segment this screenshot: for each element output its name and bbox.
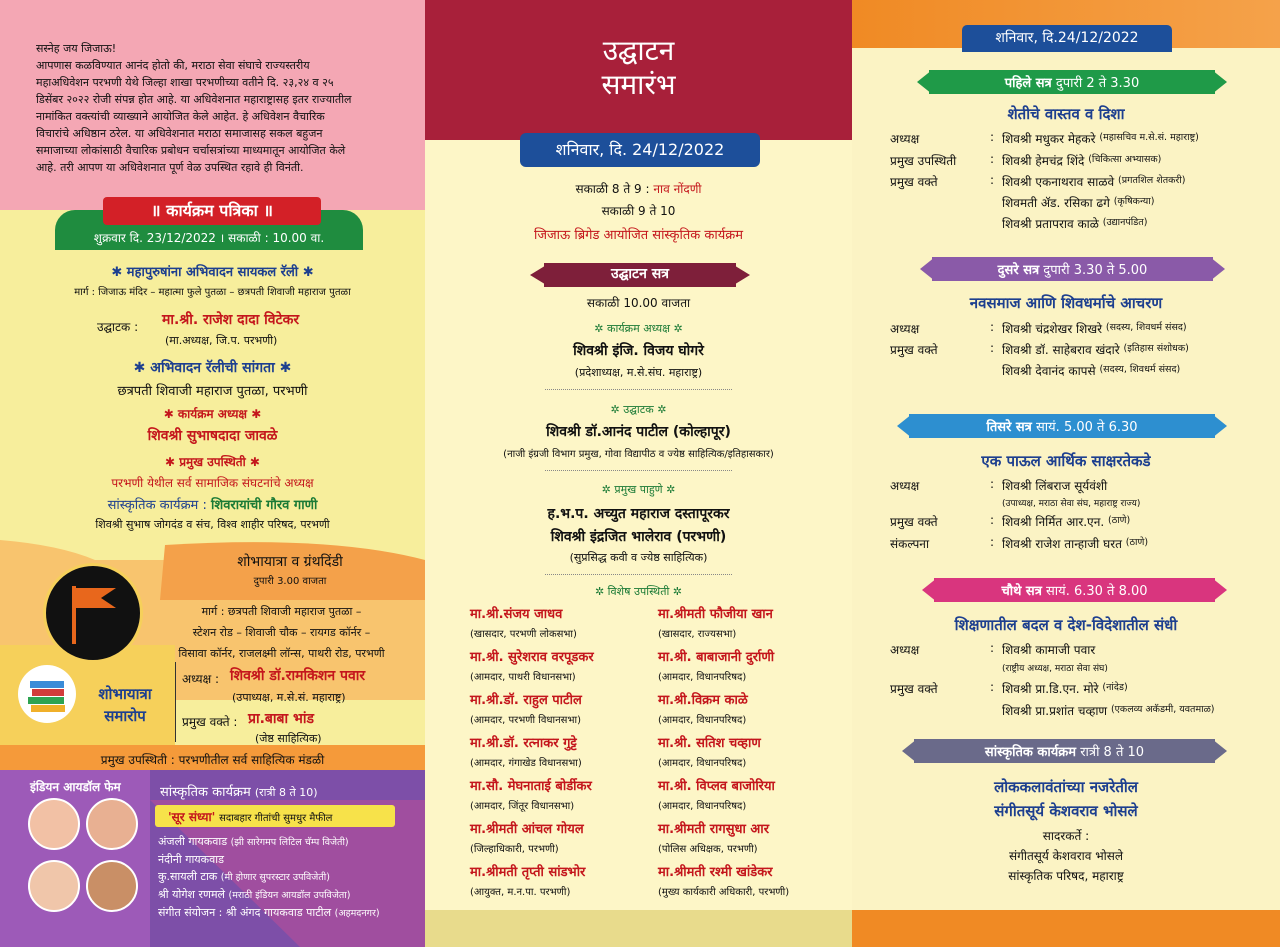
evening-label: सांस्कृतिक कार्यक्रम bbox=[160, 785, 251, 800]
singer-name: श्री योगेश रणमले bbox=[158, 888, 226, 901]
session-time: दुपारी 2 ते 3.30 bbox=[1055, 76, 1140, 91]
closing-divider bbox=[175, 662, 176, 742]
closing-title-line: शोभायात्रा bbox=[98, 685, 152, 703]
guest-name: मा.श्रीमती रागसुधा आर bbox=[658, 822, 770, 837]
sur-title: 'सूर संध्या' bbox=[168, 810, 216, 824]
chief-role: (सुप्रसिद्ध कवी व ज्येष्ठ साहित्यिक) bbox=[569, 551, 708, 564]
person-name: शिवश्री चंद्रशेखर शिखरे bbox=[1002, 322, 1103, 336]
morning-time: सकाळी 9 ते 10 bbox=[601, 204, 676, 218]
session4-topic: शिक्षणातील बदल व देश-विदेशातील संधी bbox=[954, 616, 1178, 634]
session4-president-role: (राष्ट्रीय अध्यक्ष, मराठा सेवा संघ) bbox=[1002, 664, 1108, 674]
flag-emblem bbox=[43, 563, 143, 663]
special-guest bbox=[470, 604, 577, 640]
guest-name: मा.श्रीमती आंचल गोयल bbox=[470, 822, 584, 837]
inaugurator-label: उद्घाटक : bbox=[97, 320, 139, 334]
person-role: (कृषिकन्या) bbox=[1113, 196, 1155, 207]
guest-name: मा.श्री.डॉ. रत्नाकर गुट्टे bbox=[470, 736, 577, 751]
person-role: (चिकित्सा अभ्यासक) bbox=[1088, 154, 1162, 165]
evening-line bbox=[160, 782, 318, 800]
special-guest bbox=[658, 604, 773, 640]
session1-guest bbox=[890, 152, 1161, 169]
person-role: (नांदेड) bbox=[1102, 682, 1128, 693]
guest-role: (आमदार, विधानपरिषद) bbox=[658, 672, 747, 683]
left-panel bbox=[0, 0, 425, 947]
special-guest bbox=[658, 690, 748, 726]
cultural-by: शिवश्री सुभाष जोगदंड व संच, विश्व शाहीर परिषद, परभणी bbox=[95, 518, 330, 531]
session4-speaker bbox=[1002, 702, 1215, 719]
special-title: ✲ विशेष उपस्थिती ✲ bbox=[594, 585, 683, 598]
main-title-line: उद्घाटन bbox=[602, 34, 675, 67]
person-name: शिवश्री मधुकर मेहकरे bbox=[1002, 132, 1096, 146]
person-role: (ठाणे) bbox=[1125, 537, 1149, 548]
singer-photo bbox=[86, 860, 138, 912]
row-colon: : bbox=[989, 641, 995, 655]
row-label: प्रमुख उपस्थिती bbox=[890, 154, 957, 168]
closing-chief-label: प्रमुख वक्ते : bbox=[182, 715, 238, 729]
guest-name: मा.श्री.डॉ. राहुल पाटील bbox=[470, 693, 582, 708]
singer-photo bbox=[28, 860, 80, 912]
guest-name: मा.श्रीमती तृप्ती सांडभोर bbox=[470, 865, 586, 880]
row-colon: : bbox=[989, 320, 995, 334]
session3-header bbox=[897, 417, 1227, 435]
session3-president bbox=[890, 477, 1107, 494]
closing-president-name: शिवश्री डॉ.रामकिशन पवार bbox=[230, 668, 366, 684]
presenter-label: सादरकर्ते : bbox=[1042, 829, 1090, 843]
singer-item bbox=[158, 851, 380, 868]
registration-text: नाव नोंदणी bbox=[653, 182, 702, 196]
cultural-line bbox=[0, 495, 425, 513]
registration-time: सकाळी 8 ते 9 : bbox=[575, 182, 650, 196]
person-name: शिवश्री देवानंद कापसे bbox=[1002, 364, 1096, 378]
row-label: अध्यक्ष bbox=[890, 322, 920, 336]
singer-name: अंजली गायकवाड bbox=[158, 835, 228, 848]
singer-photo bbox=[86, 798, 138, 850]
special-guest bbox=[658, 862, 789, 898]
session2-speaker bbox=[890, 341, 1189, 358]
letter-line: डिसेंबर २०२२ रोजी संपन्न होत आहे. या अधिवेशनात महाराष्ट्रासह इतर राज्यातील bbox=[36, 93, 352, 106]
sur-subtitle: सदाबहार गीतांची सुमधुर मैफील bbox=[219, 813, 333, 824]
guest-role: (खासदार, परभणी लोकसभा) bbox=[470, 629, 577, 640]
cultural-label: सांस्कृतिक कार्यक्रम : bbox=[107, 498, 207, 513]
row-colon: : bbox=[989, 680, 995, 694]
letter-line: महाअधिवेशन परभणी येथे जिल्हा शाखा परभणीच्या वतीने दि. २३,२४ व २५ bbox=[36, 76, 334, 89]
session4-speaker bbox=[890, 680, 1128, 697]
row-colon: : bbox=[989, 173, 995, 187]
closing-chief-name: प्रा.बाबा भांड bbox=[248, 711, 314, 727]
closing-president-role: (उपाध्यक्ष, म.से.सं. महाराष्ट्र) bbox=[232, 691, 346, 704]
guest-role: (मुख्य कार्यकारी अधिकारी, परभणी) bbox=[658, 887, 790, 898]
singer-list bbox=[158, 833, 380, 922]
registration-line bbox=[425, 180, 852, 197]
person-role: (इतिहास संशोधक) bbox=[1123, 343, 1189, 354]
row-label: प्रमुख वक्ते bbox=[890, 682, 938, 696]
row-label: अध्यक्ष bbox=[890, 132, 920, 146]
date-badge: शनिवार, दि.24/12/2022 bbox=[962, 25, 1172, 52]
person-role: (सदस्य, शिवधर्म संसद) bbox=[1099, 364, 1181, 375]
inaug-title: ✲ उद्घाटक ✲ bbox=[610, 403, 667, 416]
cultural-title: संगीतसूर्य केशवराव भोसले bbox=[994, 802, 1138, 820]
presenter-name: सांस्कृतिक परिषद, महाराष्ट्र bbox=[1008, 869, 1124, 883]
singer-item bbox=[158, 886, 380, 904]
special-guest bbox=[470, 647, 594, 683]
guest-role: (आमदार, पाथरी विधानसभा) bbox=[470, 672, 576, 683]
presenter-name: संगीतसूर्य केशवराव भोसले bbox=[1008, 849, 1124, 863]
rally-title: ✱ महापुरुषांना अभिवादन सायकल रॅली ✱ bbox=[111, 265, 314, 280]
letter-line: आहे. तरी आपण या अधिवेशनात पूर्ण वेळ उपस्थित रहावे ही विनंती. bbox=[36, 161, 304, 174]
person-role: (एकलव्य अकॅडमी, यवतमाळ) bbox=[1110, 704, 1215, 715]
session-time: सायं. 6.30 ते 8.00 bbox=[1046, 584, 1148, 599]
special-guest bbox=[470, 690, 582, 726]
footer-guest bbox=[0, 751, 425, 768]
person-role: (उद्यानपंडित) bbox=[1102, 217, 1148, 228]
session-name: पहिले सत्र bbox=[1004, 76, 1052, 91]
guest-name: मा.श्री. सुरेशराव वरपूडकर bbox=[470, 650, 594, 665]
guest-role: (आमदार, विधानपरिषद) bbox=[658, 801, 747, 812]
person-name: शिवश्री लिंबराज सूर्यवंशी bbox=[1002, 479, 1108, 493]
person-name: शिवमती ॲड. रसिका ढगे bbox=[1002, 196, 1110, 210]
guest-role: (खासदार, राज्यसभा) bbox=[658, 629, 737, 640]
person-name: शिवश्री राजेश तान्हाजी घरत bbox=[1002, 537, 1122, 551]
special-guest bbox=[658, 647, 774, 683]
session-time: सकाळी 10.00 वाजता bbox=[586, 296, 691, 310]
person-name: शिवश्री निर्मित आर.एन. bbox=[1002, 515, 1105, 529]
session-name: सांस्कृतिक कार्यक्रम bbox=[984, 745, 1077, 760]
singer-item bbox=[158, 868, 380, 886]
program-title: ॥ कार्यक्रम पत्रिका ॥ bbox=[103, 197, 321, 225]
sur-line bbox=[168, 808, 332, 825]
row-label: अध्यक्ष bbox=[890, 479, 920, 493]
special-guest bbox=[658, 733, 761, 769]
row-label: संकल्पना bbox=[890, 537, 930, 551]
pres-title: ✲ कार्यक्रम अध्यक्ष ✲ bbox=[594, 322, 683, 335]
session2-header bbox=[920, 260, 1225, 278]
conclusion-place: छत्रपती शिवाजी महाराज पुतळा, परभणी bbox=[117, 384, 308, 399]
inaugurator-name: मा.श्री. राजेश दादा विटेकर bbox=[162, 312, 300, 328]
row-colon: : bbox=[989, 535, 995, 549]
session-time: सायं. 5.00 ते 6.30 bbox=[1035, 420, 1138, 435]
session2-president bbox=[890, 320, 1187, 337]
inaug-name: शिवश्री डॉ.आनंद पाटील (कोल्हापूर) bbox=[546, 424, 731, 440]
footer-guest-text: परभणीतील सर्व साहित्यिक मंडळी bbox=[178, 753, 325, 767]
closing-chief-role: (जेष्ठ साहित्यिक) bbox=[255, 732, 322, 745]
session2-topic: नवसमाज आणि शिवधर्माचे आचरण bbox=[969, 294, 1163, 312]
pres-role: (प्रदेशाध्यक्ष, म.से.संघ. महाराष्ट्र) bbox=[574, 366, 703, 379]
evening-time: (रात्री 8 ते 10) bbox=[254, 786, 318, 799]
rally-route: मार्ग : जिजाऊ मंदिर – महात्मा फुले पुतळा – छत्रपती शिवाजी महाराज पुतळा bbox=[74, 287, 351, 298]
chief-title: ✲ प्रमुख पाहुणे ✲ bbox=[601, 483, 676, 496]
separator bbox=[545, 574, 732, 575]
right-panel bbox=[852, 0, 1280, 947]
letter-line: सस्नेह जय जिजाऊ! bbox=[36, 42, 117, 55]
session-name: दुसरे सत्र bbox=[997, 263, 1040, 278]
row-colon: : bbox=[989, 341, 995, 355]
row-label: प्रमुख वक्ते bbox=[890, 175, 938, 189]
guest-name: मा.श्री. सतिश चव्हाण bbox=[658, 736, 761, 751]
idol-tag: इंडियन आयडॉल फेम bbox=[30, 780, 121, 794]
row-colon: : bbox=[989, 130, 995, 144]
flag-icon bbox=[46, 566, 140, 660]
morning-program: जिजाऊ ब्रिगेड आयोजित सांस्कृतिक कार्यक्रम bbox=[533, 228, 744, 243]
letter-line: आपणास कळविण्यात आनंद होतो की, मराठा सेवा संघाचे राज्यस्तरीय bbox=[36, 59, 310, 72]
guest-name: मा.श्रीमती फौजीया खान bbox=[658, 607, 773, 622]
singer-note: (मराठी इंडियन आयडॉल उपविजेता) bbox=[228, 890, 351, 901]
singer-name: नंदीनी गायकवाड bbox=[158, 853, 224, 866]
separator bbox=[545, 389, 732, 390]
procession-time: दुपारी 3.00 वाजता bbox=[253, 576, 327, 587]
session-name: चौथे सत्र bbox=[1001, 584, 1042, 599]
singer-note: (झी सारेगमप लिटिल चॅम्प विजेती) bbox=[230, 837, 349, 848]
singer-photo bbox=[28, 798, 80, 850]
guest-name: मा.श्री. बाबाजानी दुर्राणी bbox=[658, 650, 775, 665]
person-role: (ठाणे) bbox=[1108, 515, 1131, 526]
special-guest bbox=[470, 862, 585, 898]
person-name: शिवश्री प्रतापराव काळे bbox=[1002, 217, 1099, 231]
session3-concept bbox=[890, 535, 1148, 552]
inaugurator-role: (मा.अध्यक्ष, जि.प. परभणी) bbox=[165, 334, 278, 347]
books-emblem bbox=[18, 665, 76, 723]
footer-guest-label: प्रमुख उपस्थिती : bbox=[100, 753, 175, 767]
president-name: शिवश्री सुभाषदादा जावळे bbox=[147, 428, 278, 444]
singer-note: (अहमदनगर) bbox=[334, 908, 380, 919]
row-colon: : bbox=[989, 513, 995, 527]
guest-name: मा.श्री.विक्रम काळे bbox=[658, 693, 748, 708]
special-guest bbox=[470, 819, 584, 855]
session1-topic: शेतीचे वास्तव व दिशा bbox=[1007, 105, 1125, 123]
guest-role: (पोलिस अधिक्षक, परभणी) bbox=[658, 844, 758, 855]
main-title bbox=[425, 34, 852, 102]
singer-item bbox=[158, 833, 380, 851]
person-name: शिवश्री हेमचंद्र शिंदे bbox=[1002, 154, 1085, 168]
closing-president-label: अध्यक्ष : bbox=[182, 672, 220, 686]
person-name: शिवश्री एकनाथराव साळवे bbox=[1002, 175, 1115, 189]
guest-role: (आयुक्त, म.न.पा. परभणी) bbox=[470, 887, 571, 898]
session-name: तिसरे सत्र bbox=[986, 420, 1032, 435]
guest-text: परभणी येथील सर्व सामाजिक संघटनांचे अध्यक्ष bbox=[111, 476, 314, 490]
cultural-header bbox=[902, 742, 1227, 760]
date-badge: शनिवार, दि. 24/12/2022 bbox=[520, 133, 760, 167]
president-title: ✱ कार्यक्रम अध्यक्ष ✱ bbox=[163, 407, 262, 421]
welcome-letter bbox=[36, 40, 406, 176]
procession-title: शोभायात्रा व ग्रंथदिंडी bbox=[237, 554, 343, 570]
session3-speaker bbox=[890, 513, 1130, 530]
row-label: अध्यक्ष bbox=[890, 643, 920, 657]
person-name: शिवश्री प्रा.प्रशांत चव्हाण bbox=[1002, 704, 1108, 718]
guest-name: मा.श्री.संजय जाधव bbox=[470, 607, 563, 622]
chief-name: ह.भ.प. अच्युत महाराज दस्तापूरकर bbox=[547, 506, 730, 522]
program-date: शुक्रवार दि. 23/12/2022 । सकाळी : 10.00 वा. bbox=[93, 231, 325, 245]
main-title-line: समारंभ bbox=[601, 68, 676, 101]
special-guest bbox=[470, 733, 582, 769]
session1-president bbox=[890, 130, 1199, 147]
session-time: रात्री 8 ते 10 bbox=[1080, 745, 1145, 760]
separator bbox=[545, 470, 732, 471]
singer-name: कु.सायली टाक bbox=[158, 870, 218, 883]
letter-line: विचारांचे अधिष्ठान ठरेल. या अधिवेशनात मराठा समाजासह सकल बहुजन bbox=[36, 127, 323, 140]
guest-name: मा.सौ. मेघनाताई बोर्डीकर bbox=[470, 779, 592, 794]
person-name: शिवश्री प्रा.डि.एन. मोरे bbox=[1002, 682, 1099, 696]
special-guest bbox=[470, 776, 592, 812]
guest-role: (आमदार, जिंतूर विधानसभा) bbox=[470, 801, 575, 812]
closing-title-line: समारोप bbox=[104, 707, 146, 725]
guest-role: (जिल्हाधिकारी, परभणी) bbox=[470, 844, 559, 855]
row-colon: : bbox=[989, 152, 995, 166]
row-label: प्रमुख वक्ते bbox=[890, 515, 938, 529]
singer-note: (मी होणार सुपरस्टार उपविजेती) bbox=[220, 872, 330, 883]
session1-speaker bbox=[1002, 215, 1147, 232]
session1-speaker bbox=[890, 173, 1185, 190]
session1-header bbox=[917, 73, 1227, 91]
guest-name: मा.श्री. विप्लव बाजोरिया bbox=[658, 779, 775, 794]
session3-president-role: (उपाध्यक्ष, मराठा सेवा संघ, महाराष्ट्र राज्य) bbox=[1002, 499, 1141, 509]
special-guest bbox=[658, 819, 769, 855]
guest-role: (आमदार, गंगाखेड विधानसभा) bbox=[470, 758, 582, 769]
conclusion-title: ✱ अभिवादन रॅलीची सांगता ✱ bbox=[133, 360, 292, 376]
person-name: शिवश्री कामाजी पवार bbox=[1002, 643, 1096, 657]
singer-item bbox=[158, 904, 380, 922]
session-title: उद्घाटन सत्र bbox=[611, 266, 669, 282]
pres-name: शिवश्री इंजि. विजय घोगरे bbox=[573, 343, 704, 359]
chief-name: शिवश्री इंद्रजित भालेराव (परभणी) bbox=[550, 529, 727, 545]
cultural-name: शिवरायांची गौरव गाणी bbox=[211, 498, 318, 513]
person-role: (प्रगतशिल शेतकरी) bbox=[1118, 175, 1186, 186]
middle-panel bbox=[425, 0, 852, 947]
route-line: विसावा कॉर्नर, राजलक्ष्मी लॉन्स, पाथरी रोड, परभणी bbox=[178, 647, 385, 660]
guest-name: मा.श्रीमती रश्मी खांडेकर bbox=[658, 865, 773, 880]
footer-band bbox=[852, 910, 1280, 947]
books-icon bbox=[18, 665, 76, 723]
singer-name: संगीत संयोजन : श्री अंगद गायकवाड पाटील bbox=[158, 906, 332, 919]
person-role: (सदस्य, शिवधर्म संसद) bbox=[1105, 322, 1187, 333]
row-colon: : bbox=[989, 477, 995, 491]
letter-line: समाजाच्या लोकांसाठी वैचारिक प्रबोधन चर्चासत्रांच्या माध्यमातून आयोजित केले bbox=[36, 144, 346, 157]
guest-role: (आमदार, परभणी विधानसभा) bbox=[470, 715, 581, 726]
session4-header bbox=[922, 581, 1227, 599]
guest-role: (आमदार, विधानपरिषद) bbox=[658, 758, 747, 769]
person-name: शिवश्री डॉ. साहेबराव खंदारे bbox=[1002, 343, 1120, 357]
session2-speaker bbox=[1002, 362, 1180, 379]
guest-title: ✱ प्रमुख उपस्थिती ✱ bbox=[164, 455, 260, 469]
special-guest bbox=[658, 776, 775, 812]
letter-line: नामांकित वक्त्यांची व्याख्याने आयोजित केले आहेत. हे अधिवेशन वैचारिक bbox=[36, 110, 325, 123]
session-time: दुपारी 3.30 ते 5.00 bbox=[1043, 263, 1148, 278]
route-line: स्टेशन रोड – शिवाजी चौक – रायगड कॉर्नर – bbox=[192, 626, 371, 639]
inaug-role: (नाजी इंग्रजी विभाग प्रमुख, गोवा विद्यापीठ व ज्येष्ठ साहित्यिक/इतिहासकार) bbox=[503, 449, 774, 460]
person-role: (महासचिव म.से.सं. महाराष्ट्र) bbox=[1099, 132, 1199, 143]
footer-band bbox=[425, 910, 852, 947]
session4-president bbox=[890, 641, 1095, 658]
cultural-title: लोककलावंतांच्या नजरेतील bbox=[994, 778, 1138, 796]
session3-topic: एक पाऊल आर्थिक साक्षरतेकडे bbox=[981, 452, 1151, 470]
row-label: प्रमुख वक्ते bbox=[890, 343, 938, 357]
route-line: मार्ग : छत्रपती शिवाजी महाराज पुतळा – bbox=[201, 605, 362, 618]
procession-route bbox=[138, 601, 425, 664]
session1-speaker bbox=[1002, 194, 1154, 211]
guest-role: (आमदार, विधानपरिषद) bbox=[658, 715, 747, 726]
closing-title bbox=[82, 683, 168, 727]
